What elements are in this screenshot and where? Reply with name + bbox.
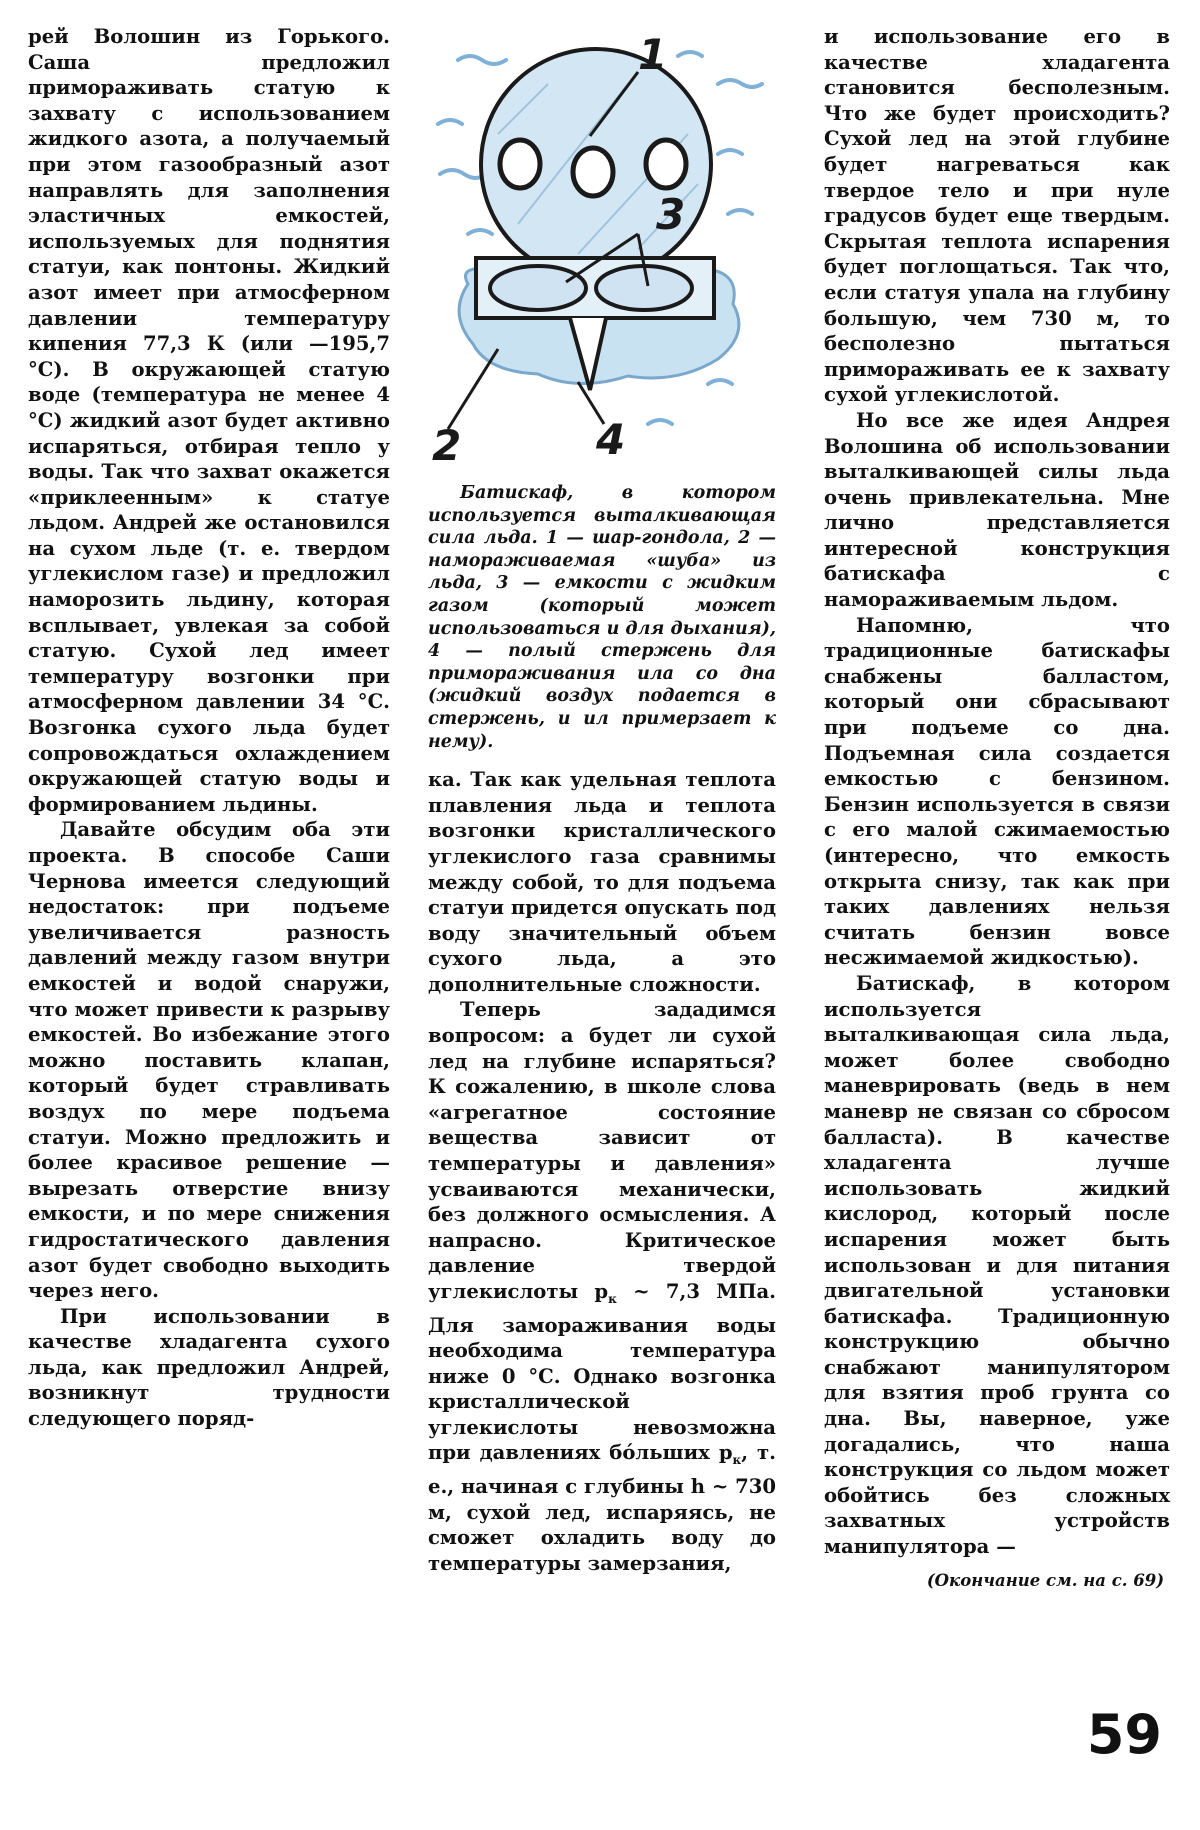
figure-label-4: 4 — [596, 415, 626, 464]
paragraph: Давайте обсудим оба эти проекта. В способе Саши Чернова имеется следующий недостаток: при подъеме увеличивается разность давлений между газом внутри емкостей и водой снаружи, что может привести к разрыву емкостей. Во избежание этого можно поставить клапан, который будет стравливать воздух по мере подъема статуи. Можно предложить и более красивое решение — вырезать отверстие внизу емкости, и по мере снижения гидростатического давления азот будет свободно выходить через него. — [28, 818, 390, 1303]
text-run: Теперь зададимся вопросом: а будет ли сухой лед на глубине испаряться? К сожалению, в школе слова «агрегатное состояние вещества зависит от температуры и давления» усваиваются механически, без должного осмысления. А напрасно. Критическое давление твердой углекислоты p — [428, 998, 776, 1303]
figure-caption: Батискаф, в котором используется выталкивающая сила льда. 1 — шар-гондола, 2 — намораживаемая «шуба» из льда, 3 — емкости с жидким газом (который может использоваться и для дыхания), 4 — полый стержень для примораживания ила со дна (жидкий воздух подается в стержень, и ил примерзает к нему). — [428, 483, 776, 752]
porthole-center — [573, 148, 613, 196]
paragraph: Но все же идея Андрея Волошина об использовании выталкивающей силы льда очень привлекательна. Мне лично представляется интересной конструкция батискафа с намораживаемым льдом. — [824, 408, 1170, 612]
continuation-note: (Окончание см. на с. 69) — [926, 1570, 1164, 1590]
column-2 — [428, 24, 776, 1576]
text-run: ~ 7,3 МПа. Для замораживания воды необходима температура ниже 0 °С. Однако возгонка кристаллической углекислоты невозможна при давлениях бóльших p — [428, 1280, 776, 1465]
column-2-text — [428, 767, 776, 1576]
porthole-left — [500, 140, 540, 188]
gas-container-left — [490, 266, 586, 310]
column-3 — [824, 24, 1170, 1593]
paragraph: рей Волошин из Горького. Саша предложил примораживать статую к захвату с использованием жидкого азота, а получаемый при этом газообразный азот направлять для заполнения эластичных емкостей, используемых для поднятия статуи, как понтоны. Жидкий азот имеет при атмосферном давлении температуру кипения 77,3 К (или —195,7 °С). В окружающей статую воде (температура не менее 4 °С) жидкий азот будет активно испаряться, отбирая тепло у воды. Так что захват окажется «приклеенным» к статуе льдом. Андрей же остановился на сухом льде (т. е. твердом углекислом газе) и предложил наморозить льдину, которая всплывает, увлекая за собой статую. Сухой лед имеет температуру возгонки при атмосферном давлении 34 °С. Возгонка сухого льда будет сопровождаться охлаждением окружающей статую воды и формированием льдины. — [28, 25, 390, 816]
subscript: к — [608, 1291, 617, 1306]
paragraph — [428, 997, 776, 1576]
paragraph: Батискаф, в котором используется выталкивающая сила льда, может более свободно маневрировать (ведь в нем маневр не связан со сбросом балласта). В качестве хладагента лучше использовать жидкий кислород, который после испарения может быть использован и для питания двигательной установки батискафа. Традиционную конструкцию обычно снабжают манипулятором для взятия проб грунта со дна. Вы, наверное, уже догадались, что наша конструкция со льдом может обойтись без сложных захватных устройств манипулятора — — [824, 971, 1170, 1559]
column-1 — [28, 24, 390, 1432]
bathyscaphe-drawing — [428, 24, 776, 482]
paragraph: При использовании в качестве хладагента сухого льда, как предложил Андрей, возникнут трудности следующего поряд- — [28, 1304, 390, 1431]
paragraph: и использование его в качестве хладагента становится бесполезным. Что же будет происходить? Сухой лед на этой глубине будет нагреваться как твердое тело и при нуле градусов будет еще твердым. Скрытая теплота испарения будет поглощаться. Так что, если статуя упала на глубину большую, чем 730 м, то бесполезно пытаться примораживать ее к захвату сухой углекислотой. — [824, 25, 1170, 407]
subscript: к — [732, 1453, 742, 1468]
paragraph: Напомню, что традиционные батискафы снабжены балластом, который они сбрасывают при подъеме со дна. Подъемная сила создается емкостью с бензином. Бензин используется в связи с его малой сжимаемостью (интересно, что емкость открыта снизу, так как при таких давлениях нельзя считать бензин вовсе несжимаемой жидкостью). — [824, 613, 1170, 970]
porthole-right — [646, 140, 686, 188]
paragraph: ка. Так как удельная теплота плавления льда и теплота возгонки кристаллического углекислого газа сравнимы между собой, то для подъема статуи придется опускать под воду значительный объем сухого льда, а это дополнительные сложности. — [428, 768, 776, 996]
figure-label-1: 1 — [638, 30, 668, 79]
figure-label-2: 2 — [432, 421, 462, 470]
page-number: 59 — [1086, 1703, 1162, 1766]
text-run: , т. е., начиная с глубины h ~ 730 м, сухой лед, испаряясь, не сможет охладить воду до температуры замерзания, — [428, 1441, 776, 1575]
bathyscaphe-illustration — [428, 24, 776, 482]
figure-label-3: 3 — [656, 190, 686, 239]
